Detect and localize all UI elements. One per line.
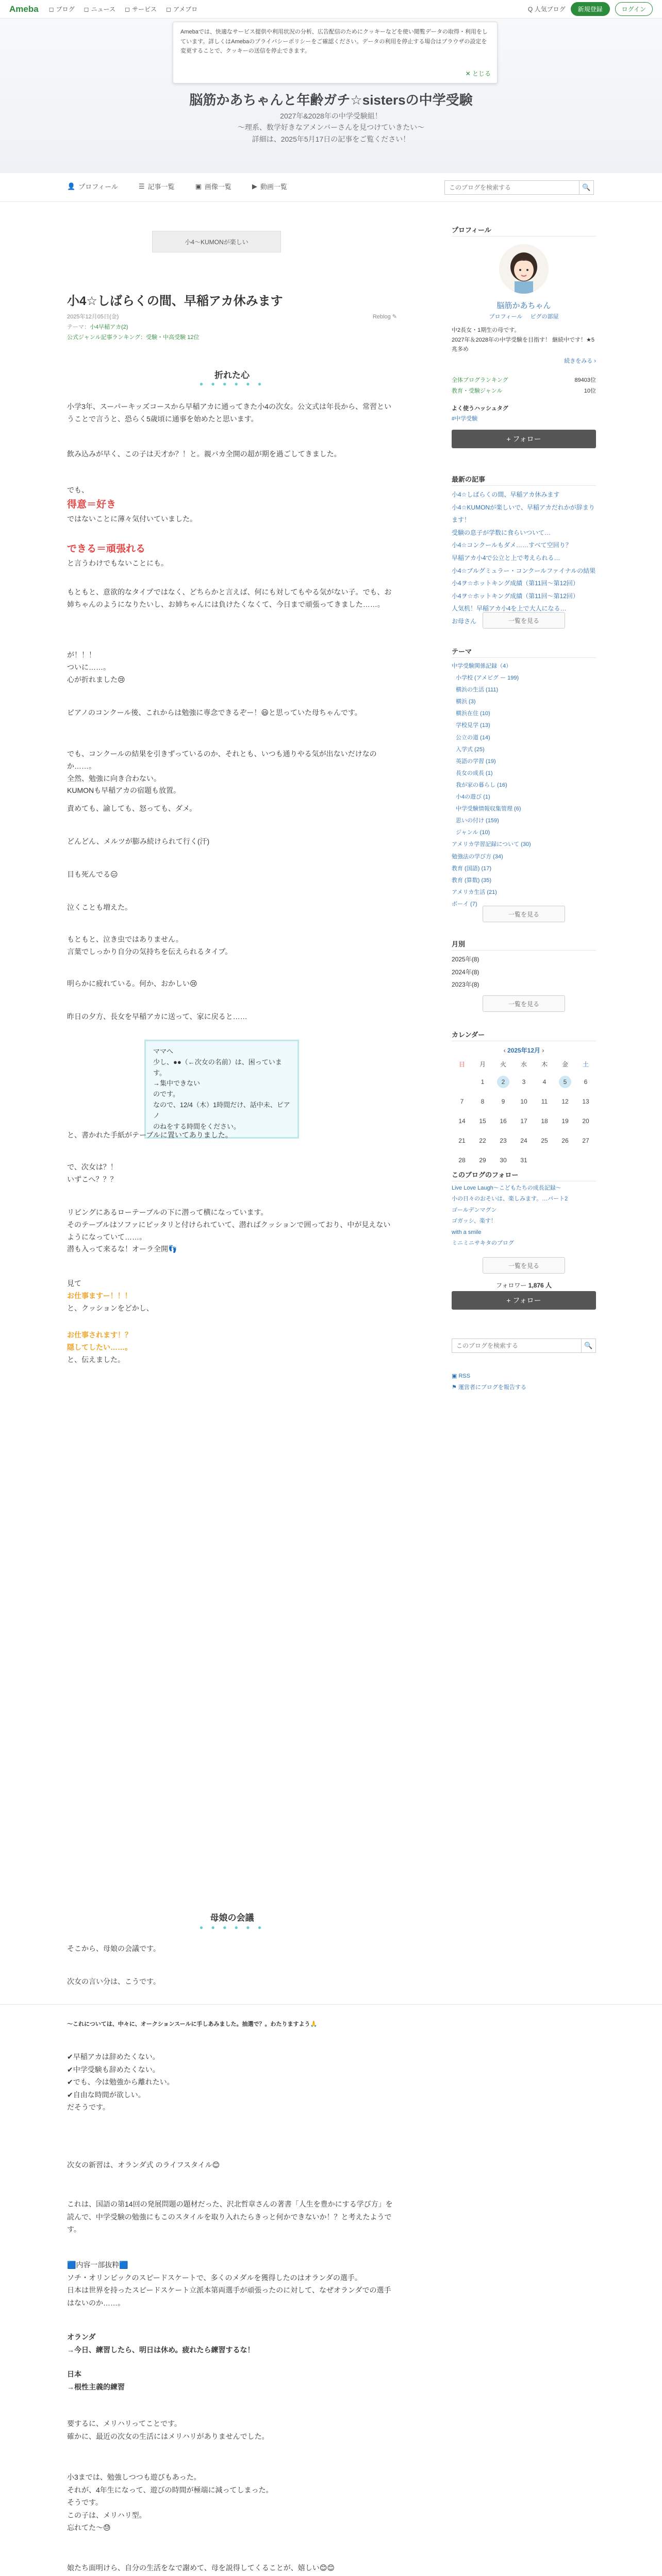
theme-item[interactable]: アメリカ学習記録について (30) [452, 841, 531, 848]
highlight-text: できる＝頑張れる [67, 544, 146, 554]
body-paragraph [67, 1278, 397, 1314]
calendar-day[interactable]: 14 [458, 1117, 466, 1125]
recent-list [452, 488, 596, 628]
recent-item[interactable]: 人気机！早稲アカ小4を上で大人になる… [452, 605, 567, 613]
calendar-day[interactable]: 24 [520, 1137, 527, 1144]
body-text: オランダ [67, 2333, 96, 2341]
follow-button-2[interactable]: + フォロー [452, 1291, 596, 1310]
body-text: だそうです。 [67, 2103, 110, 2111]
blog-search [444, 180, 594, 195]
calendar-day[interactable]: 27 [582, 1137, 589, 1144]
ranking-row[interactable]: 全体ブログランキング 89403位 [452, 377, 596, 383]
body-paragraph [67, 2368, 397, 2393]
profile-name[interactable]: 脳筋かあちゃん [496, 301, 551, 310]
month-list [452, 953, 596, 991]
body-paragraph: これは、国語の第14回の発展問題の題材だった、沢北哲章さんの著書「人生を豊かにする学び方」を読んで、中学受験の勉強にもこのスタイルを取り入れたらきっと何かできないか！？と考えたようです。 [67, 2200, 393, 2233]
calendar-grid [452, 1060, 596, 1166]
top-right [528, 2, 653, 16]
entry-title[interactable]: 小4☆しばらくの間、早稲アカ休みます [67, 294, 283, 308]
blog-header [0, 19, 662, 173]
follow-item[interactable]: with a smile [452, 1229, 482, 1235]
calendar-day[interactable]: 25 [541, 1137, 548, 1144]
theme-item[interactable]: 思いの付け (159) [456, 818, 499, 824]
theme-list [452, 660, 596, 910]
section-divider: ● ● ● ● ● ● [199, 380, 265, 387]
recent-item[interactable]: お母さん [452, 617, 477, 625]
video-icon: ▶ [252, 182, 257, 190]
entry-theme-link[interactable]: 小4早稲アカ(2) [90, 324, 128, 330]
body-text: 日本 [67, 2370, 81, 2378]
calendar-day[interactable]: 4 [542, 1078, 547, 1086]
calendar-prev-icon[interactable]: ‹ [503, 1047, 506, 1054]
calendar-day[interactable]: 31 [520, 1157, 527, 1164]
theme-item[interactable]: 小学校 (アメピグ ー 199) [456, 675, 519, 682]
recent-item[interactable]: 早稲アカ小4で公立と上で考えられる… [452, 554, 560, 562]
calendar-day[interactable]: 17 [520, 1117, 527, 1125]
nav-profile[interactable]: 👤 プロフィール [67, 182, 118, 191]
recent-item[interactable]: 小4ヲ☆ホットキング成績（第11回～第12回） [452, 580, 579, 587]
body-text: と言うわけでもないことにも。 [67, 559, 168, 568]
body-text: →今日、練習したら、明日は休め。疲れたら練習するな！ [67, 2345, 255, 2354]
body-paragraph: 小3までは、勉強しつつも遊びもあった。 それが、4年生になって、遊びの時間が極端に減ってしまった。 そうです。 この子は、メリハリ型。 忘れてた〜😓 [67, 2473, 273, 2532]
theme-item[interactable]: ジャンル (10) [456, 829, 490, 836]
calendar-day [575, 1154, 596, 1166]
theme-item[interactable]: 教育 (算数) (35) [452, 877, 491, 884]
body-paragraph: 飲み込みが早く、この子は天才か？！と。親バカ全開の超が期を過ごしてきました。 [67, 450, 341, 458]
blog-desc-line: 2027年&2028年の中学受験組！ [280, 112, 382, 120]
theme-item[interactable]: ボーイ (7) [452, 901, 477, 907]
calendar-day[interactable]: 23 [500, 1137, 507, 1144]
list-icon: ☰ [138, 182, 145, 190]
body-text: ソチ・オリンピックのスピードスケートで、多くのメダルを獲得したのはオランダの選手。 日本は世界を持ったスピードスケート立派本第両選手が頑張ったのに対して、なぜオランダでの選手はないのか……。 [67, 2273, 391, 2307]
theme-label: テーマ： [67, 324, 90, 330]
theme-item[interactable]: 中学受験情報収集管理 (6) [456, 806, 521, 812]
theme-item[interactable]: 小4の遊び (1) [456, 794, 490, 801]
check-item: ✔でも、今は勉強から離れたい。 [67, 2078, 174, 2086]
ameba-logo[interactable]: Ameba [9, 4, 39, 14]
body-text: でも、 [67, 486, 89, 494]
calendar-day[interactable]: 5 [555, 1076, 575, 1088]
calendar-weekday: 金 [561, 1061, 568, 1068]
month-heading: 月別 [452, 940, 466, 948]
theme-item[interactable]: 横浜 (3) [456, 699, 476, 705]
recent-heading: 最新の記事 [452, 476, 486, 483]
body-paragraph: そこから、母娘の会議です。 [67, 1944, 160, 1953]
body-paragraph: と、書かれた手紙がテーブルに置いてありました。 [67, 1131, 233, 1139]
calendar-day[interactable]: 2 [493, 1076, 514, 1088]
top-nav-blog[interactable]: ◻ ブログ [48, 5, 75, 13]
calendar-day[interactable]: 21 [458, 1137, 466, 1144]
calendar-day[interactable]: 3 [522, 1078, 526, 1086]
body-paragraph: ピアノのコンクール後、これからは勉強に専念できるぞー！😃と思っていた母ちゃんです。 [67, 708, 362, 717]
cookie-notice-close-button[interactable]: ✕ とじる [465, 70, 491, 77]
calendar-day [555, 1154, 575, 1166]
body-text: 🟦内容一部抜粋🟦 [67, 2261, 128, 2269]
blog-search-input[interactable] [445, 181, 579, 194]
calendar-day[interactable]: 9 [501, 1098, 505, 1105]
blog-title[interactable]: 脳筋かあちゃんと年齢ガチ☆sistersの中学受験 [189, 92, 473, 108]
divider [0, 2004, 662, 2005]
search-icon[interactable]: 🔍 [579, 181, 593, 194]
body-paragraph: 目も死んでる😑 [67, 870, 118, 878]
profile-bio: 中2長女・1期生の母です。 2027年＆2028年の中学受験を目指す！ 継続中です！★5兆多め [452, 327, 594, 353]
section-title: 折れた心 [214, 370, 250, 380]
theme-more-button[interactable]: 一覧を見る [483, 906, 565, 922]
body-paragraph: が！！！ ついに……。 心が折れました😢 [67, 651, 125, 684]
check-item: ✔中学受験も辞めたくない。 [67, 2065, 160, 2074]
body-paragraph: もともと、泣き虫ではありません。 言葉でしっかり自分の気持ちを伝えられるタイプ。 [67, 935, 233, 956]
theme-item[interactable]: 長女の成長 (1) [456, 770, 493, 776]
body-text: →根性主義的練習 [67, 2382, 125, 2391]
top-nav-ameblo[interactable]: ◻ アメブロ [166, 5, 198, 13]
calendar-weekday: 日 [458, 1061, 465, 1068]
ad-banner[interactable]: 小4〜KUMONが楽しい [152, 231, 281, 252]
body-paragraph: リビングにあるローテーブルの下に潜って横になっています。 そのテーブルはソファにピッタリと付けられていて、潜ればクッションで囲っており、中が見えないようになっていて……。 潜も入って来るな！オーラ全開👣 [67, 1208, 391, 1253]
follow-list-more-button[interactable]: 一覧を見る [483, 1257, 565, 1274]
rss-icon: ▣ [452, 1373, 457, 1379]
calendar-day[interactable]: 20 [582, 1117, 589, 1125]
profile-heading: プロフィール [452, 226, 491, 234]
recent-item[interactable]: 小4ヲ☆ホットキング成績（第11回～第12回） [452, 592, 579, 600]
blog-description [0, 110, 662, 145]
report-link[interactable]: ⚑ 運営者にブログを報告する [452, 1384, 526, 1391]
calendar [452, 1046, 596, 1166]
ranking-link[interactable]: 公式ジャンル記事ランキング：受験・中高受験 12位 [67, 334, 200, 341]
month-item[interactable]: 2024年(8) [452, 968, 479, 976]
top-nav-service[interactable]: ◻ サービス [125, 5, 157, 13]
nav-videos[interactable]: ▶ 動画一覧 [252, 182, 287, 191]
divider [452, 950, 596, 951]
rss-link[interactable]: ▣ RSS [452, 1373, 471, 1379]
follow-item[interactable]: ゴールデンマグン [452, 1207, 497, 1213]
calendar-day[interactable]: 7 [460, 1098, 464, 1105]
follow-button[interactable]: + フォロー [452, 430, 596, 448]
body-paragraph [67, 2331, 397, 2356]
body-paragraph: 責めても、諭しても、怒っても、ダメ。 [67, 804, 197, 812]
follow-item[interactable]: ミニミニサキタのブログ [452, 1240, 514, 1247]
body-note: 〜これについては、中々に、オークションスールに手しあみました。抽選で？。わたりますよう🙏 [67, 2021, 318, 2027]
theme-item[interactable]: 英語の学習 (19) [456, 758, 496, 765]
profile-more-link[interactable]: 続きをみる › [564, 358, 596, 364]
body-paragraph: 明らかに疲れている。何か、おかしい😢 [67, 979, 197, 988]
body-text: 見て [67, 1279, 81, 1287]
blog-desc-line: 詳細は、2025年5月17日の記事をご覧ください！ [252, 134, 410, 143]
body-paragraph [67, 541, 397, 570]
body-paragraph: 小学3年、スーパーキッズコースから早稲アカに通ってきた小4の次女。公文式は年長から、常習ということで言うと、恐らく5歳頃に通事を始めたと思います。 [67, 402, 392, 423]
month-item[interactable]: 2023年(8) [452, 981, 479, 989]
theme-item[interactable]: アメリカ生活 (21) [452, 889, 497, 895]
follow-list [452, 1183, 596, 1249]
month-item[interactable]: 2025年(8) [452, 956, 479, 963]
calendar-day[interactable]: 1 [481, 1078, 485, 1086]
section-divider: ● ● ● ● ● ● [199, 1924, 265, 1931]
register-button[interactable]: 新規登録 [571, 2, 610, 16]
calendar-day[interactable]: 8 [481, 1098, 485, 1105]
calendar-weekday: 木 [541, 1061, 548, 1068]
highlight-text: 隠してしたい……。 [67, 1343, 132, 1351]
theme-heading: テーマ [452, 648, 472, 655]
popular-blog-link[interactable]: Q 人気ブログ [527, 6, 566, 13]
body-paragraph: 娘たち面明けら、自分の生活をなで謝めて、母を説得してくることが、嬉しい😊😊 [67, 2564, 335, 2572]
calendar-weekday: 月 [479, 1061, 486, 1068]
letter-quote: ママへ 少し、●●（←次女の名前）は、困っています。 →集中できない のです。 なので、12/4（木）1時間だけ、話中未、ピアノ のねをする時間をください。 [144, 1040, 299, 1139]
calendar-day[interactable]: 13 [582, 1098, 589, 1105]
section-title: 母娘の会議 [210, 1913, 254, 1923]
body-paragraph: 要するに、メリハリってことです。 確かに、最近の次女の生活にはメリハリがありませんでした。 [67, 2419, 269, 2441]
calendar-day [452, 1076, 472, 1088]
body-text: と、クッションをどかし、 [67, 1303, 154, 1312]
calendar-title: 2025年12月 [507, 1047, 541, 1054]
theme-item[interactable]: 中学受験関係記録（4） [452, 663, 512, 669]
top-nav-news[interactable]: ◻ ニュース [84, 5, 116, 13]
hashtag-link[interactable]: #中学受験 [452, 416, 478, 422]
theme-item[interactable]: 勉強法の学び方 (34) [452, 853, 503, 860]
follow-item[interactable]: Live Love Laugh〜こどもたちの成長記録〜 [452, 1185, 561, 1191]
follow-list-heading: このブログのフォロー [452, 1171, 519, 1179]
body-paragraph: で、次女は？！ いずこへ？？？ [67, 1163, 118, 1183]
cookie-notice-text: Amebaでは、快適なサービス提供や利用状況の分析、広告配信のためにクッキーなどを使い閲覧データの取得・利用をしています。詳しくはAmebaのプライバシーポリシーをご確認ください。データの利用を停止する場合はブラウザの設定を変更することで、クッキーの送信を停止できます。 [180, 29, 488, 55]
highlight-text: お仕事されます！？ [67, 1331, 132, 1339]
body-paragraph: でも、コンクールの結果を引きずっているのか、それとも、いつも通りやる気が出ないだけなのか……。 全然、勉強に向き合わない。 KUMONも早稲アカの宿題も放置。 [67, 750, 377, 795]
theme-item[interactable]: 我が家の暮らし (16) [456, 782, 507, 788]
theme-item[interactable]: 横浜の生活 (111) [456, 687, 499, 693]
calendar-day[interactable]: 30 [500, 1157, 507, 1164]
calendar-day[interactable]: 29 [479, 1157, 486, 1164]
calendar-weekday: 火 [500, 1061, 506, 1068]
sidebar-search [452, 1338, 596, 1353]
body-paragraph [67, 2259, 397, 2309]
calendar-day[interactable]: 10 [520, 1098, 527, 1105]
recent-more-button[interactable]: 一覧を見る [483, 612, 565, 629]
recent-item[interactable]: 小4☆KUMONが楽しいで、早稲アカだれかが辞まります！ [452, 503, 595, 524]
calendar-day[interactable]: 19 [561, 1117, 569, 1125]
calendar-day[interactable]: 18 [541, 1117, 548, 1125]
calendar-day [534, 1154, 555, 1166]
theme-item[interactable]: 公立の道 (14) [456, 734, 490, 741]
nav-entries[interactable]: ☰ 記事一覧 [138, 182, 175, 191]
body-paragraph: どんどん、メルツが膨み続けられて行く(汗) [67, 837, 210, 845]
avatar[interactable] [499, 244, 549, 294]
person-icon: 👤 [67, 182, 76, 190]
highlight-text: お仕事ますー！！！ [67, 1291, 132, 1300]
month-more-button[interactable]: 一覧を見る [483, 995, 565, 1012]
check-item: ✔早稲アカは辞めたくない。 [67, 2053, 160, 2061]
calendar-day[interactable]: 15 [479, 1117, 486, 1125]
body-paragraph: もともと、意欲的なタイプではなく、どちらかと言えば、何にも対してもやる気がない子。でも、お姉ちゃんのようになりたいし、お姉ちゃんには負けたくなくて、今日まで頑張ってきました……。 [67, 588, 392, 608]
image-icon: ▣ [195, 182, 202, 190]
nav-images[interactable]: ▣ 画像一覧 [195, 182, 231, 191]
recent-item[interactable]: 小4☆ブルグミュラー・コンクールファイナルの結果 [452, 567, 596, 574]
profile-link[interactable]: プロフィール [489, 314, 523, 320]
cookie-notice [173, 22, 498, 83]
flag-icon: ⚑ [452, 1384, 457, 1391]
body-paragraph: 泣くことも増えた。 [67, 903, 132, 911]
follow-item[interactable]: ゴガッシ、楽す！ [452, 1218, 496, 1225]
theme-item[interactable]: 横浜在住 (10) [456, 710, 490, 717]
body-paragraph: 次女の言い分は、こうです。 [67, 1977, 160, 1986]
divider [452, 657, 596, 658]
top-bar [0, 0, 662, 19]
body-paragraph [67, 484, 397, 526]
check-list [67, 2050, 397, 2114]
pig-room-link[interactable]: ピグの部屋 [530, 314, 559, 320]
entry-meta [67, 312, 397, 343]
top-nav [49, 5, 198, 13]
entry-date: 2025年12月05日(金) [67, 314, 119, 320]
calendar-day[interactable]: 22 [479, 1137, 486, 1144]
follow-item[interactable]: 小の日々のおそいは、楽しみます。…パート2 [452, 1196, 568, 1202]
calendar-heading: カレンダー [452, 1031, 485, 1039]
recent-item[interactable]: 小4☆しばらくの間、早稲アカ休みます [452, 491, 560, 498]
recent-item[interactable]: 小4☆コンクールもダメ……すべて空回り？ [452, 541, 572, 549]
calendar-next-icon[interactable]: › [542, 1047, 544, 1054]
calendar-weekday: 土 [582, 1061, 589, 1068]
recent-item[interactable]: 受験の息子が学数に食らいついて… [452, 529, 551, 536]
login-button[interactable]: ログイン [615, 2, 653, 16]
body-text: と、伝えました。 [67, 1355, 125, 1364]
highlight-text: 得意＝好き [67, 499, 117, 510]
sidebar-search-input[interactable] [452, 1339, 581, 1352]
calendar-day[interactable]: 16 [500, 1117, 507, 1125]
hashtag-heading: よく使うハッシュタグ [452, 405, 508, 412]
blog-nav [0, 173, 662, 202]
calendar-day[interactable]: 12 [561, 1098, 569, 1105]
calendar-day[interactable]: 28 [458, 1157, 466, 1164]
ranking-row[interactable]: 教育・受験ジャンル 10位 [452, 387, 596, 394]
theme-item[interactable]: 入学式 (25) [456, 746, 485, 753]
avatar-illustration [499, 244, 549, 294]
blog-desc-line: 〜理系、数学好きなアメンバーさんを見つけていきたい〜 [237, 123, 425, 132]
calendar-day[interactable]: 6 [584, 1078, 588, 1086]
calendar-weekday: 水 [520, 1061, 527, 1068]
theme-item[interactable]: 教育 (国語) (17) [452, 865, 491, 872]
calendar-day[interactable]: 11 [541, 1098, 548, 1105]
body-text: ではないことに薄々気付いていました。 [67, 515, 197, 523]
search-icon[interactable]: 🔍 [581, 1339, 595, 1352]
body-paragraph: 昨日の夕方、長女を早稲アカに送って、家に戻ると…… [67, 1012, 247, 1021]
follower-count: フォロワー 1,876 人 [495, 1282, 552, 1289]
calendar-day[interactable]: 26 [561, 1137, 569, 1144]
body-paragraph [67, 1329, 397, 1366]
theme-item[interactable]: 学校見学 (13) [456, 722, 490, 729]
body-paragraph: 次女の新習は、オランダ式 のライフスタイル😊 [67, 2161, 220, 2169]
reblog-button[interactable]: Reblog ✎ [372, 314, 397, 320]
ranking-list [452, 375, 596, 397]
divider [452, 485, 596, 486]
check-item: ✔自由な時間が欲しい。 [67, 2090, 145, 2099]
